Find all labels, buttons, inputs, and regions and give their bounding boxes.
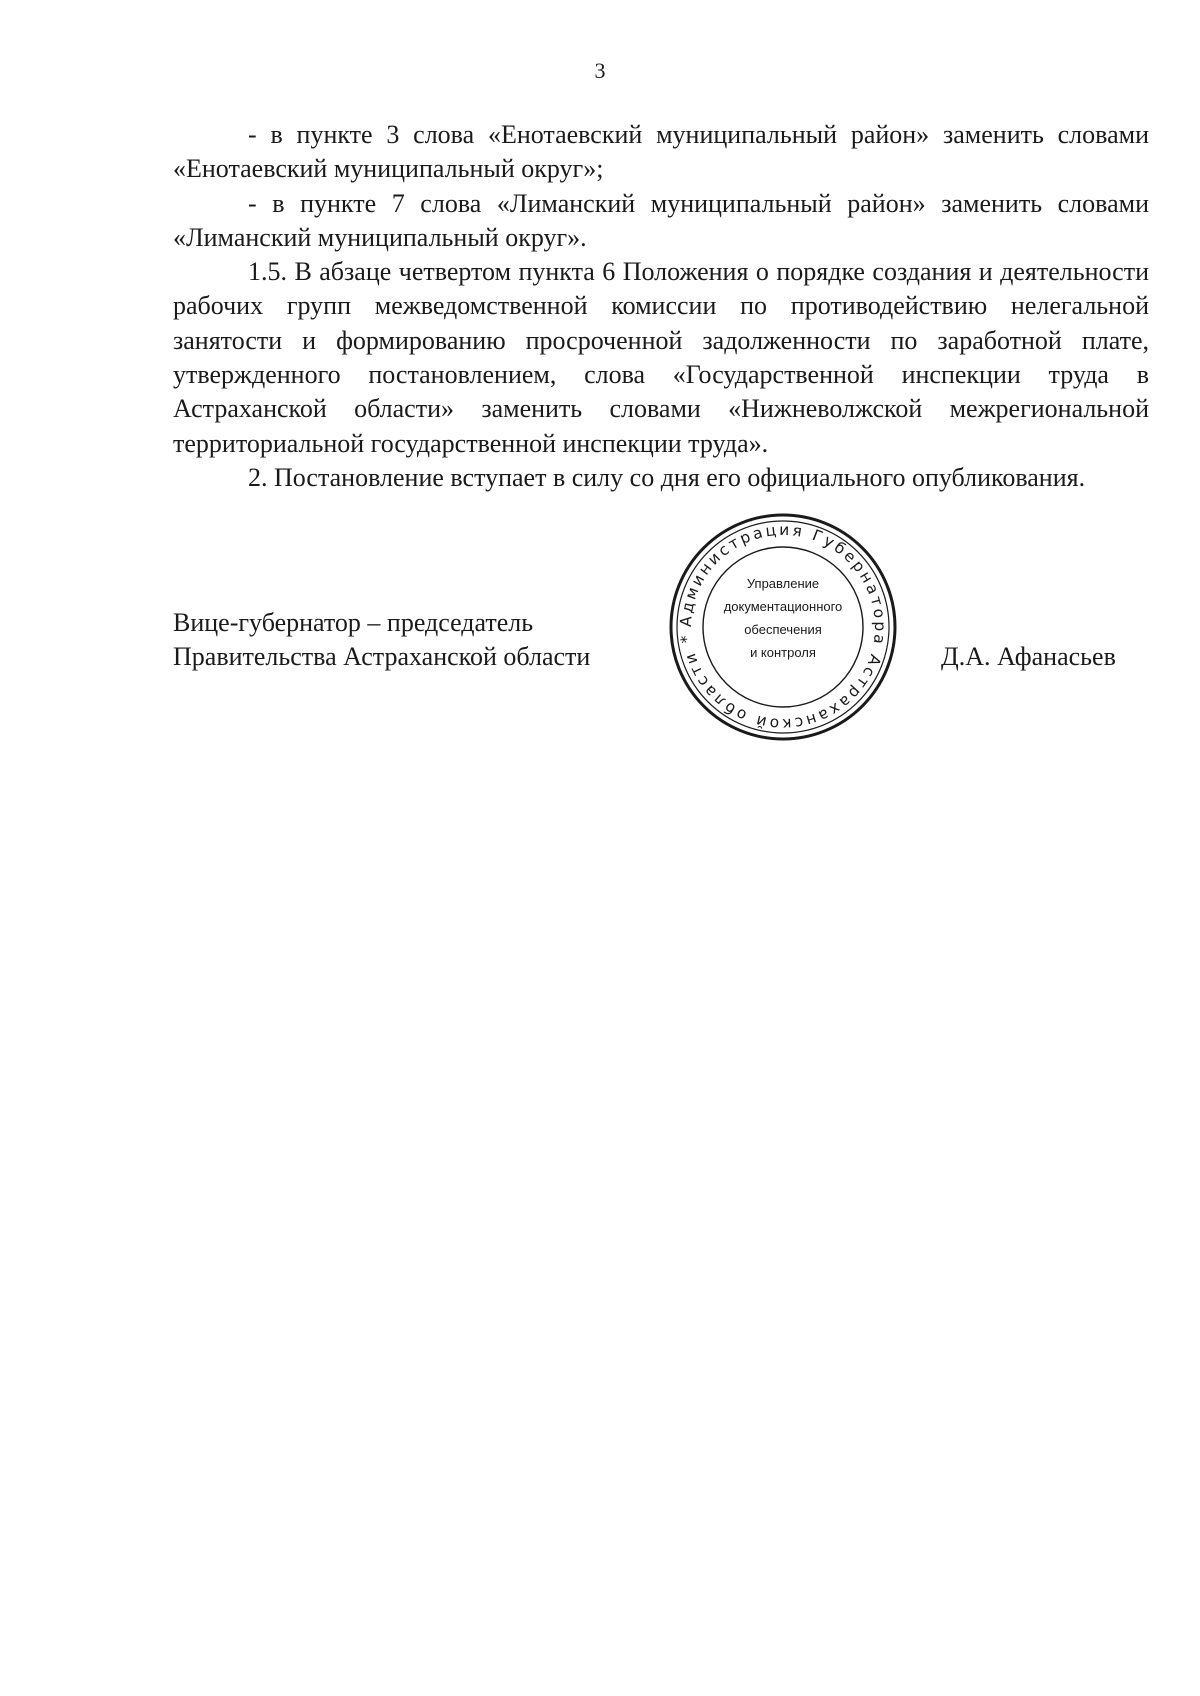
document-body <box>173 118 1149 495</box>
paragraph-item-3-amendment: - в пункте 3 слова «Енотаевский муниципальный район» заменить словами «Енотаевский муниципальный округ»; <box>173 120 1149 184</box>
signatory-title-line-2: Правительства Астраханской области <box>173 642 591 671</box>
seal-center-line: документационного <box>723 599 843 614</box>
seal-center-line: обеспечения <box>744 622 822 637</box>
paragraph-1-5: 1.5. В абзаце четвертом пункта 6 Положения о порядке создания и деятельности рабочих групп межведомственной комиссии по противодействию нелегальной занятости и формированию просроченной задолженности по заработной плате, утвержденного постановлением, слова «Государственной инспекции труда в Астраханской области» заменить словами «Нижневолжской межрегиональной территориальной государственной инспекции труда». <box>173 257 1149 458</box>
seal-ring-text: Администрация Губернатора Астраханской области * <box>676 520 890 734</box>
signatory-name: Д.А. Афанасьев <box>941 642 1116 671</box>
signatory-title-line-1: Вице-губернатор – председатель <box>173 608 534 637</box>
page-number: 3 <box>594 58 606 83</box>
seal-center-text <box>703 572 863 664</box>
seal-center-line: Управление <box>746 576 820 591</box>
official-seal <box>668 512 898 742</box>
paragraph-2-effective-date: 2. Постановление вступает в силу со дня его официального опубликования. <box>248 462 1086 492</box>
seal-center-line: и контроля <box>750 645 816 660</box>
signatory-title <box>173 606 590 674</box>
paragraph-item-7-amendment: - в пункте 7 слова «Лиманский муниципальный район» заменить словами «Лиманский муниципальный округ». <box>173 188 1149 252</box>
